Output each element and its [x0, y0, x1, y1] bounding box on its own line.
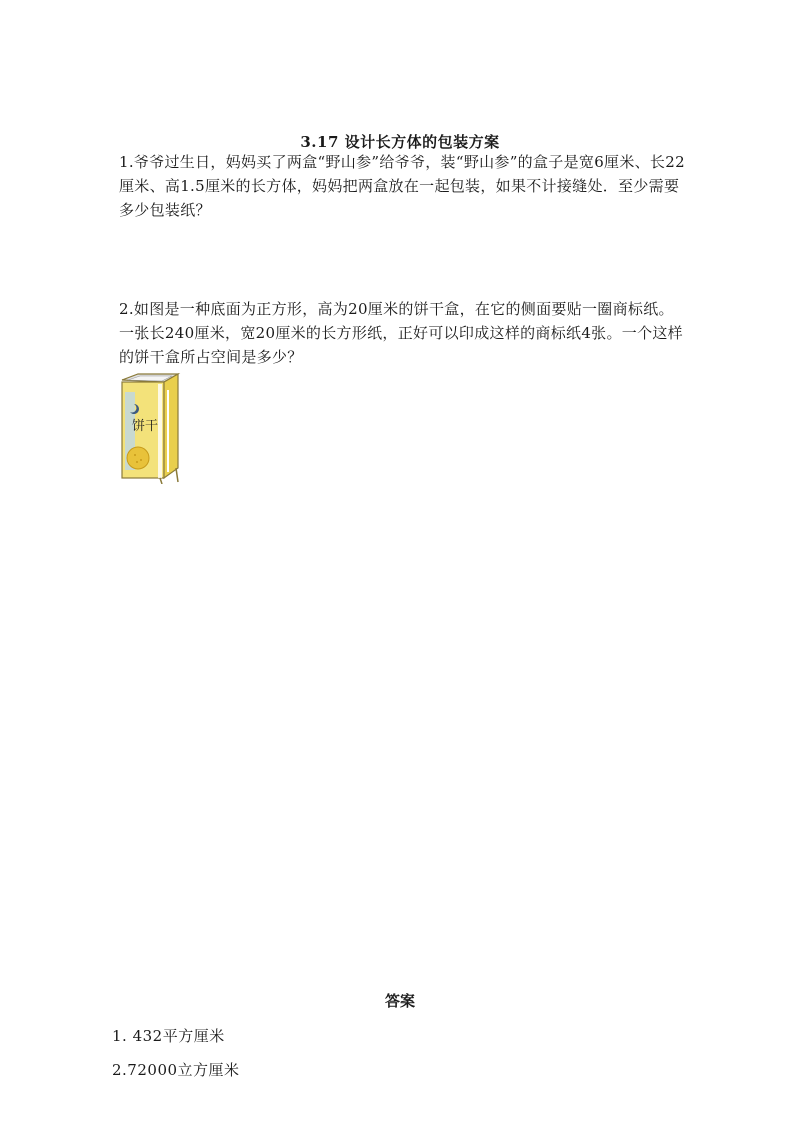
answer-2: 2.72000立方厘米: [112, 1061, 240, 1079]
question-1: 1.爷爷过生日，妈妈买了两盒“野山参”给爷爷，装“野山参”的盒子是宽6厘米、长22厘米、高1.5厘米的长方体，妈妈把两盒放在一起包装，如果不计接缝处．至少需要多少包装纸？: [119, 153, 685, 219]
page-title: 3.17 设计长方体的包装方案: [300, 133, 500, 151]
question-2: 2.如图是一种底面为正方形，高为20厘米的饼干盒，在它的侧面要贴一圈商标纸。一张长240厘米，宽20厘米的长方形纸，正好可以印成这样的商标纸4张。一个这样的饼干盒所占空间是多少？: [119, 300, 683, 366]
answer-1: 1. 432平方厘米: [112, 1027, 225, 1045]
box-side: [164, 374, 178, 478]
answer-heading: 答案: [384, 992, 415, 1010]
cookie-icon: [127, 447, 149, 469]
biscuit-box-figure: [116, 372, 190, 484]
box-label: 饼干: [132, 419, 159, 434]
